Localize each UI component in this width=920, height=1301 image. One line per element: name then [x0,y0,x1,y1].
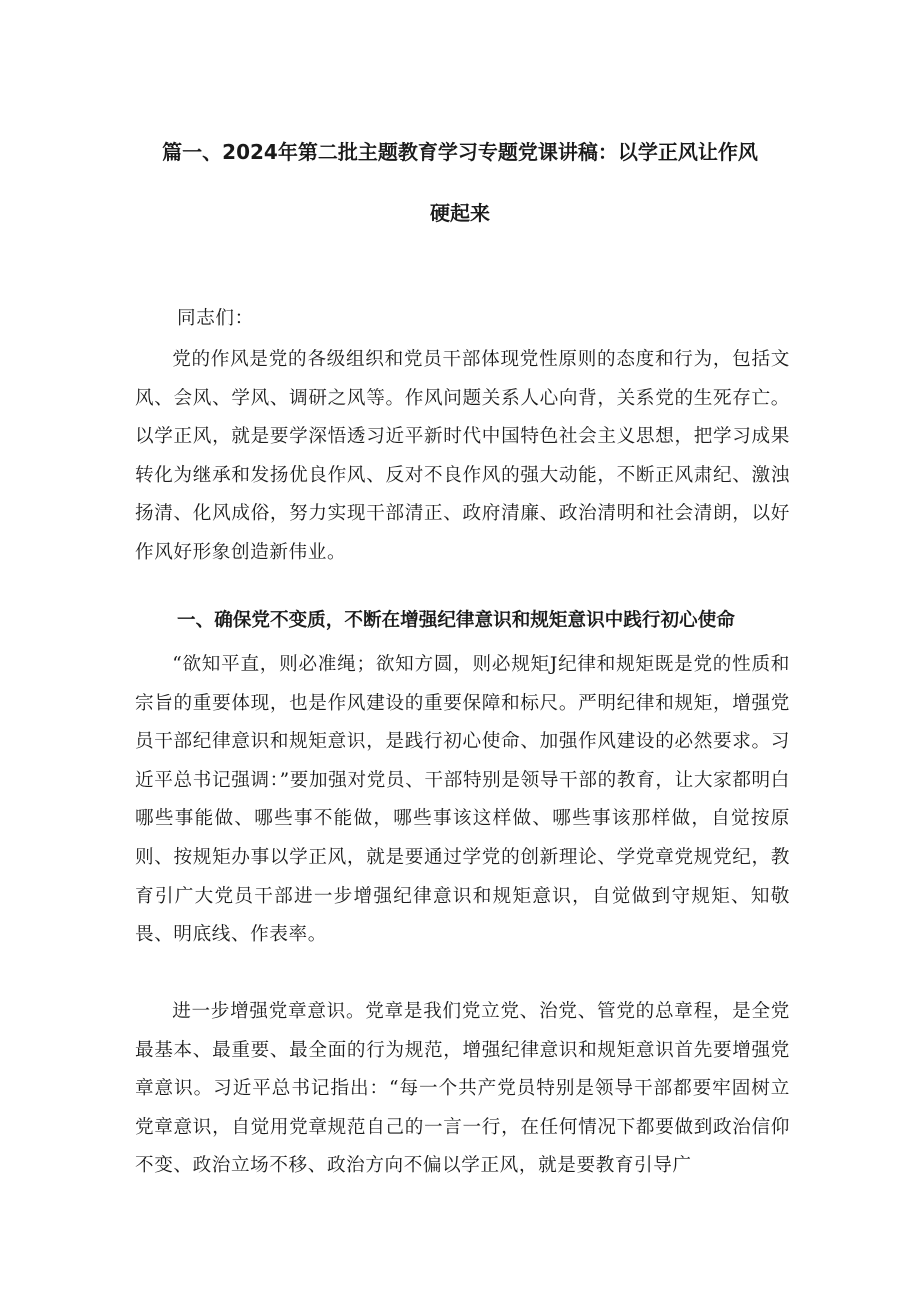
document-title-line2: 硬起来 [430,201,490,225]
document-title-line1: 篇一、2024年第二批主题教育学习专题党课讲稿：以学正风让作风 [162,140,758,164]
section-heading-1: 一、确保党不变质，不断在增强纪律意识和规矩意识中践行初心使命 [177,610,735,631]
salutation: 同志们： [177,308,254,329]
paragraph-discipline: “欲知平直，则必准绳；欲知方圆，则必规矩J纪律和规矩既是党的性质和宗旨的重要体现，也是作风建设的重要保障和标尺。严明纪律和规矩，增强党员干部纪律意识和规矩意识，是践行初心使命、加强作风建设的必然要求。习近平总书记强调：”要加强对党员、干部特别是领导干部的教育，让大家都明白哪些事能做、哪些事不能做，哪些事该这样做、哪些事该那样做，自觉按原则、按规矩办事以学正风，就是要通过学党的创新理论、学党章党规党纪，教育引广大党员干部进一步增强纪律意识和规矩意识，自觉做到守规矩、知敬畏、明底线、作表率。 [135,654,790,946]
paragraph-party-constitution: 进一步增强党章意识。党章是我们党立党、治党、管党的总章程，是全党最基本、最重要、最全面的行为规范，增强纪律意识和规矩意识首先要增强党章意识。习近平总书记指出：“每一个共产党员特别是领导干部都要牢固树立党章意识，自觉用党章规范自己的一言一行，在任何情况下都要做到政治信仰不变、政治立场不移、政治方向不偏以学正风，就是要教育引导广 [135,1001,790,1177]
paragraph-intro: 党的作风是党的各级组织和党员干部体现党性原则的态度和行为，包括文风、会风、学风、调研之风等。作风问题关系人心向背，关系党的生死存亡。以学正风，就是要学深悟透习近平新时代中国特色社会主义思想，把学习成果转化为继承和发扬优良作风、反对不良作风的强大动能，不断正风肃纪、激浊扬清、化风成俗，努力实现干部清正、政府清廉、政治清明和社会清朗，以好作风好形象创造新伟业。 [135,349,790,563]
